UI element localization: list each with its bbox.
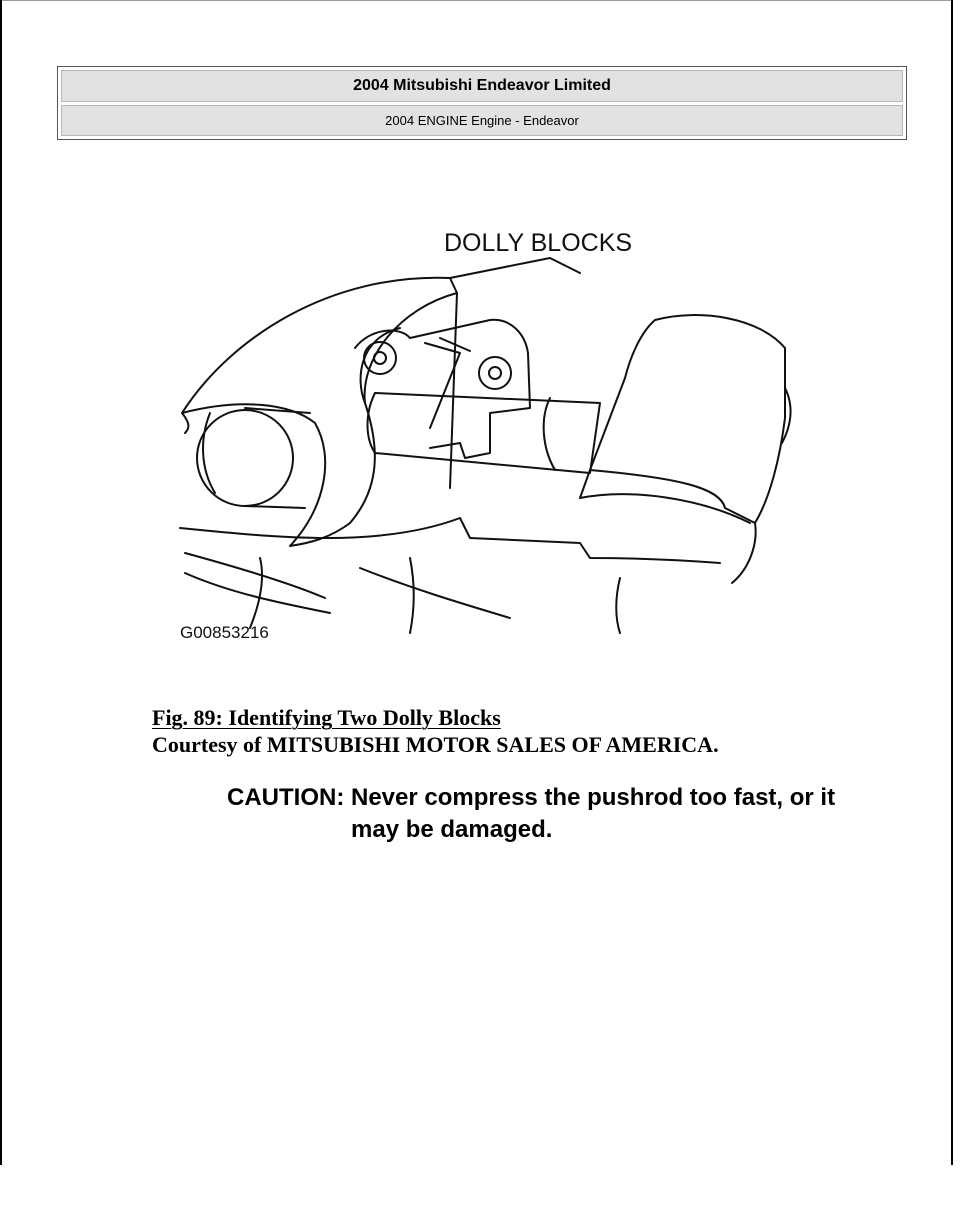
page-border-left bbox=[0, 0, 2, 1165]
bracket bbox=[355, 320, 530, 458]
left-cylinder bbox=[197, 408, 310, 508]
page-border-top bbox=[0, 0, 953, 1]
figure-code: G00853216 bbox=[180, 623, 269, 642]
caution-label: CAUTION: bbox=[227, 784, 345, 811]
document-header bbox=[57, 66, 907, 140]
figure-title: Fig. 89: Identifying Two Dolly Blocks bbox=[152, 705, 501, 730]
caution-text-line1: Never compress the pushrod too fast, or it bbox=[351, 784, 836, 811]
section-subtitle: 2004 ENGINE Engine - Endeavor bbox=[61, 105, 903, 136]
figure-caption bbox=[152, 704, 719, 758]
left-dolly-block bbox=[182, 258, 580, 546]
page-border-right bbox=[951, 0, 953, 1165]
vehicle-title: 2004 Mitsubishi Endeavor Limited bbox=[61, 70, 903, 102]
caution-text-line2: may be damaged. bbox=[351, 816, 553, 843]
caution-note bbox=[227, 782, 867, 846]
dolly-blocks-illustration bbox=[160, 208, 800, 648]
base-lines bbox=[180, 518, 720, 633]
figure-courtesy: Courtesy of MITSUBISHI MOTOR SALES OF AMERICA. bbox=[152, 732, 719, 757]
central-tube bbox=[368, 393, 601, 473]
figure-label: DOLLY BLOCKS bbox=[444, 229, 633, 257]
right-dolly-block bbox=[580, 315, 791, 583]
